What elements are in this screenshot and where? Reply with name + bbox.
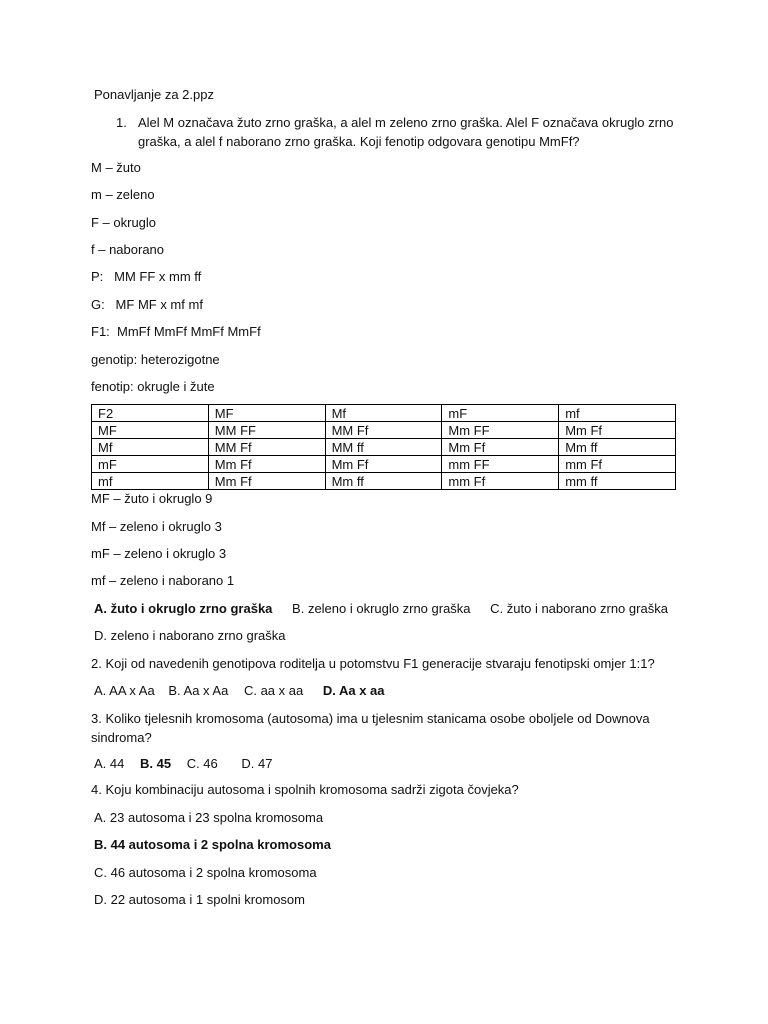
option-a: A. 44: [94, 756, 125, 771]
question-4-text: 4. Koju kombinaciju autosoma i spolnih kromosoma sadrži zigota čovjeka?: [91, 782, 519, 797]
question-2-options: [94, 683, 401, 699]
note-line: M – žuto: [91, 160, 141, 175]
ratio-line: mf – zeleno i naborano 1: [91, 573, 235, 588]
ratio-line: MF – žuto i okruglo 9: [91, 491, 213, 506]
table-row: [92, 456, 676, 473]
table-cell: F2: [92, 405, 209, 422]
option-c: C. žuto i naborano zrno graška: [490, 601, 668, 616]
table-cell: mF: [442, 405, 559, 422]
note-line: G: MF MF x mf mf: [91, 297, 203, 312]
table-cell: MM Ff: [325, 422, 442, 439]
table-cell: mm Ff: [559, 456, 676, 473]
option-d: D. 22 autosoma i 1 spolni kromosom: [94, 892, 305, 907]
option-a: A. AA x Aa: [94, 683, 155, 698]
table-cell: Mm Ff: [325, 456, 442, 473]
table-cell: Mm FF: [442, 422, 559, 439]
option-d: D. 47: [241, 756, 273, 771]
question-2-text: 2. Koji od navedenih genotipova roditelja u potomstvu F1 generacije stvaraju fenotipski omjer 1:1?: [91, 656, 655, 671]
table-row: [92, 422, 676, 439]
option-c: C. aa x aa: [243, 683, 304, 698]
table-cell: MM Ff: [208, 439, 325, 456]
option-c: C. 46: [186, 756, 218, 771]
table-row: [92, 439, 676, 456]
question-1-number: 1.: [116, 115, 127, 130]
option-a-correct: A. žuto i okruglo zrno graška: [94, 601, 273, 616]
table-cell: Mm Ff: [208, 473, 325, 490]
note-line: m – zeleno: [91, 187, 155, 202]
option-a: A. 23 autosoma i 23 spolna kromosoma: [94, 810, 324, 825]
table-cell: mf: [559, 405, 676, 422]
option-c: C. 46 autosoma i 2 spolna kromosoma: [94, 865, 317, 880]
ratio-line: Mf – zeleno i okruglo 3: [91, 519, 222, 534]
option-b-correct: B. 44 autosoma i 2 spolna kromosoma: [94, 837, 331, 852]
table-cell: MM FF: [208, 422, 325, 439]
option-b: B. zeleno i okruglo zrno graška: [292, 601, 471, 616]
table-row: [92, 405, 676, 422]
question-3-options: [94, 756, 288, 772]
question-3-text: 3. Koliko tjelesnih kromosoma (autosoma) ima u tjelesnim stanicama osobe oboljele od Downova sindroma?: [91, 711, 650, 745]
table-cell: MM ff: [325, 439, 442, 456]
note-line: genotip: heterozigotne: [91, 352, 220, 367]
table-cell: Mm ff: [559, 439, 676, 456]
table-cell: Mf: [325, 405, 442, 422]
question-1: [116, 113, 676, 151]
table-cell: mm FF: [442, 456, 559, 473]
document-title: Ponavljanje za 2.ppz: [94, 87, 214, 102]
punnett-square-table: [91, 404, 676, 490]
question-1-text: Alel M označava žuto zrno graška, a alel m zeleno zrno graška. Alel F označava okruglo zrno graška, a alel f naborano zrno graška. Koji fenotip odgovara genotipu MmFf?: [138, 115, 674, 149]
table-cell: MF: [208, 405, 325, 422]
table-cell: MF: [92, 422, 209, 439]
table-cell: mF: [92, 456, 209, 473]
note-line: P: MM FF x mm ff: [91, 269, 202, 284]
table-cell: Mm Ff: [208, 456, 325, 473]
table-row: [92, 473, 676, 490]
table-cell: mm ff: [559, 473, 676, 490]
table-cell: mf: [92, 473, 209, 490]
table-cell: Mm Ff: [559, 422, 676, 439]
note-line: F – okruglo: [91, 215, 157, 230]
note-line: fenotip: okrugle i žute: [91, 379, 215, 394]
table-cell: Mm Ff: [442, 439, 559, 456]
question-1-options: [94, 601, 684, 617]
table-cell: Mm ff: [325, 473, 442, 490]
note-line: f – naborano: [91, 242, 165, 257]
option-b: B. Aa x Aa: [168, 683, 229, 698]
option-d: D. zeleno i naborano zrno graška: [94, 628, 286, 643]
table-cell: mm Ff: [442, 473, 559, 490]
ratio-line: mF – zeleno i okruglo 3: [91, 546, 227, 561]
option-d-correct: D. Aa x aa: [322, 683, 385, 698]
note-line: F1: MmFf MmFf MmFf MmFf: [91, 324, 261, 339]
table-cell: Mf: [92, 439, 209, 456]
option-b-correct: B. 45: [139, 756, 172, 771]
